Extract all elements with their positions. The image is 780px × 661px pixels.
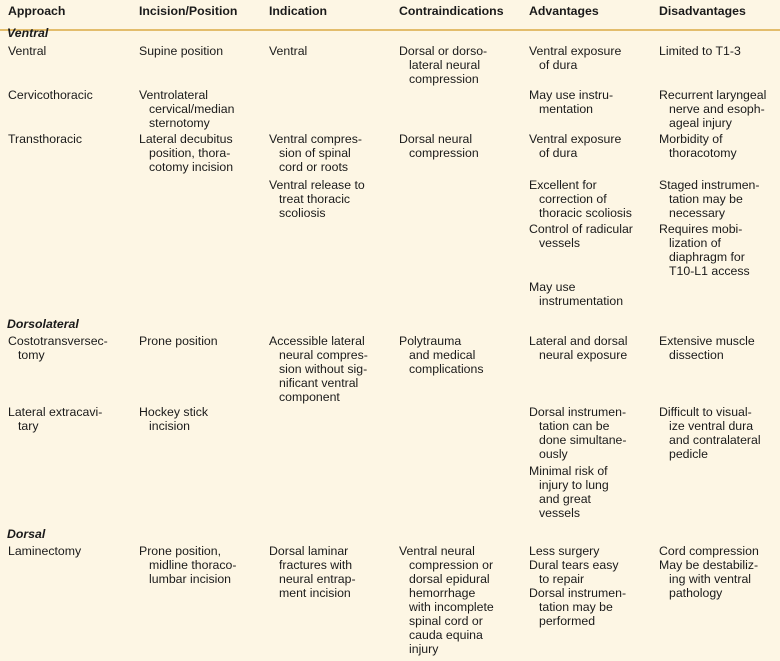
header-approach: Approach: [8, 4, 66, 18]
cell-incision-position: Prone position, midline thoraco- lumbar incision: [139, 544, 237, 586]
cell-disadvantages: Staged instrumen- tation may be necessary: [659, 178, 760, 220]
cell-disadvantages: Extensive muscle dissection: [659, 334, 755, 362]
cell-approach: Costotransversec- tomy: [8, 334, 108, 362]
cell-advantages: Minimal risk of injury to lung and great vessels: [529, 464, 609, 520]
cell-advantages: Ventral exposure of dura: [529, 132, 622, 160]
header-disadvantages: Disadvantages: [659, 4, 746, 18]
cell-advantages: May use instru- mentation: [529, 88, 614, 116]
cell-contraindications: Ventral neural compression or dorsal epidural hemorrhage with incomplete spinal cord or cauda equina injury: [399, 544, 494, 656]
cell-advantages: Excellent for correction of thoracic scoliosis: [529, 178, 632, 220]
cell-contraindications: Dorsal neural compression: [399, 132, 479, 160]
cell-disadvantages: Cord compression: [659, 544, 759, 558]
cell-advantages: Control of radicular vessels: [529, 222, 633, 250]
cell-incision-position: Supine position: [139, 44, 224, 58]
cell-approach: Transthoracic: [8, 132, 83, 146]
header-incision-position: Incision/Position: [139, 4, 238, 18]
header-indication: Indication: [269, 4, 328, 18]
cell-disadvantages: Morbidity of thoracotomy: [659, 132, 737, 160]
cell-contraindications: Dorsal or dorso- lateral neural compression: [399, 44, 488, 86]
cell-incision-position: Hockey stick incision: [139, 405, 209, 433]
cell-advantages: Ventral exposure of dura: [529, 44, 622, 72]
cell-indication: Ventral release to treat thoracic scoliosis: [269, 178, 365, 220]
section-label: Dorsal: [7, 527, 46, 541]
section-label: Dorsolateral: [7, 317, 79, 331]
cell-incision-position: Ventrolateral cervical/median sternotomy: [139, 88, 235, 130]
cell-indication: Accessible lateral neural compres- sion without sig- nificant ventral component: [269, 334, 368, 404]
cell-advantages: May use instrumentation: [529, 280, 624, 308]
cell-disadvantages: Requires mobi- lization of diaphragm for T10-L1 access: [659, 222, 750, 278]
cell-advantages: Dorsal instrumen- tation may be performed: [529, 586, 627, 628]
header-divider: [0, 29, 780, 31]
cell-advantages: Lateral and dorsal neural exposure: [529, 334, 628, 362]
cell-indication: Ventral: [269, 44, 308, 58]
cell-contraindications: Polytrauma and medical complications: [399, 334, 484, 376]
cell-approach: Lateral extracavi- tary: [8, 405, 103, 433]
cell-disadvantages: Difficult to visual- ize ventral dura and contralateral pedicle: [659, 405, 761, 461]
cell-incision-position: Lateral decubitus position, thora- cotomy incision: [139, 132, 234, 174]
cell-indication: Ventral compres- sion of spinal cord or roots: [269, 132, 362, 174]
cell-disadvantages: Recurrent laryngeal nerve and esoph- ageal injury: [659, 88, 767, 130]
cell-advantages: Dorsal instrumen- tation can be done simultane- ously: [529, 405, 627, 461]
cell-approach: Cervicothoracic: [8, 88, 93, 102]
cell-approach: Laminectomy: [8, 544, 82, 558]
cell-advantages: Less surgery: [529, 544, 600, 558]
header-contraindications: Contraindications: [399, 4, 504, 18]
cell-advantages: Dural tears easy to repair: [529, 558, 619, 586]
section-label: Ventral: [7, 26, 49, 40]
cell-approach: Ventral: [8, 44, 47, 58]
cell-disadvantages: Limited to T1-3: [659, 44, 741, 58]
cell-indication: Dorsal laminar fractures with neural entrap- ment incision: [269, 544, 356, 600]
cell-incision-position: Prone position: [139, 334, 218, 348]
header-advantages: Advantages: [529, 4, 599, 18]
cell-disadvantages: May be destabiliz- ing with ventral pathology: [659, 558, 759, 600]
